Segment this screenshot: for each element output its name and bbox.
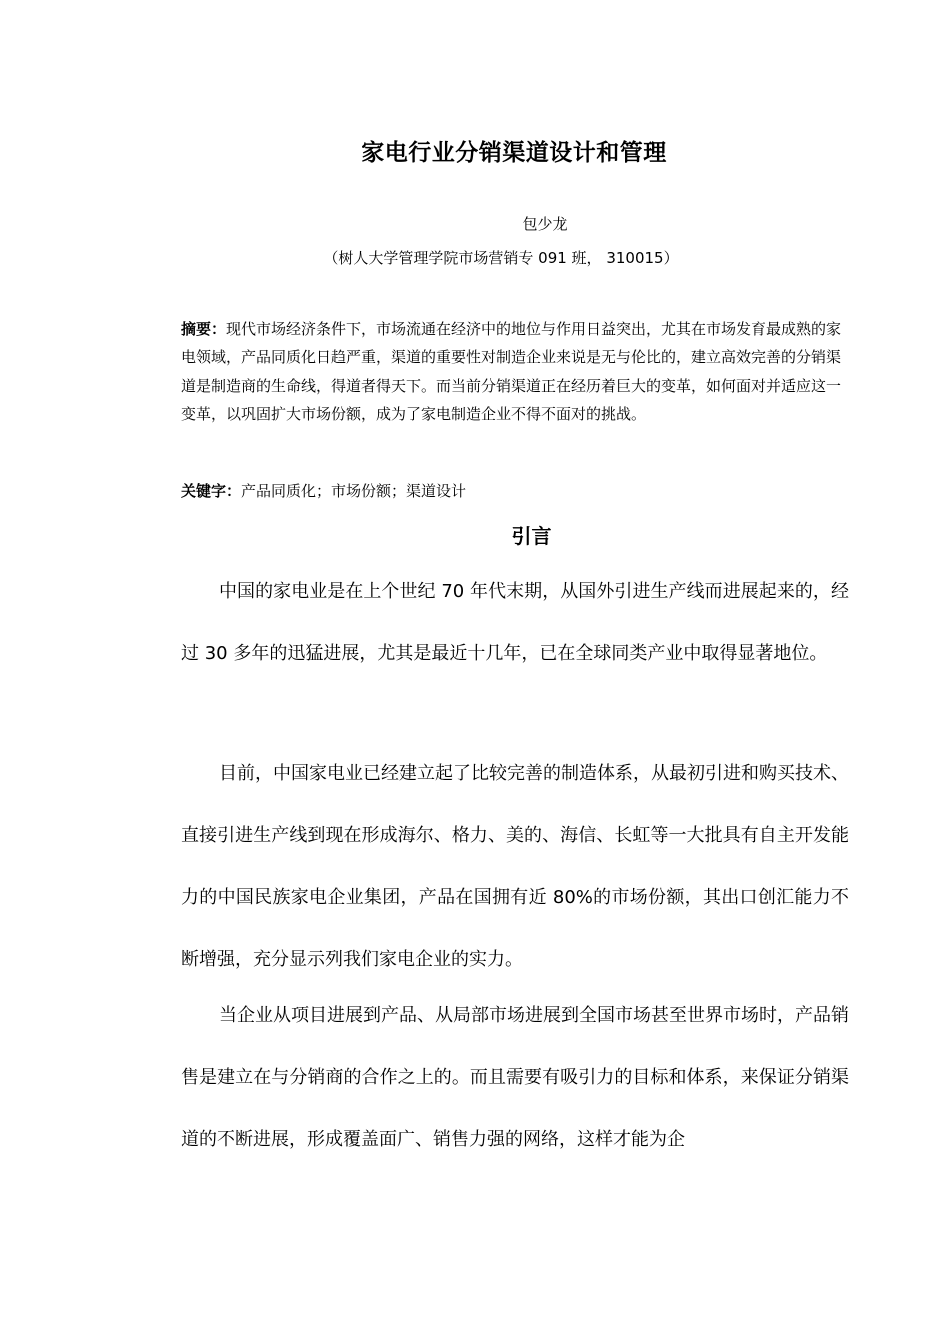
body-paragraph-1-block [181,561,849,685]
author-affiliation: （树人大学管理学院市场营销专 091 班， 310015） [323,249,679,267]
keywords-label: 关键字： [181,482,242,500]
body-paragraph: 当企业从项目进展到产品、从局部市场进展到全国市场甚至世界市场时，产品销售是建立在与分销商的合作之上的。而且需要有吸引力的目标和体系，来保证分销渠道的不断进展，形成覆盖面广、销售力强的网络，这样才能为企 [181,1005,849,1150]
abstract-label: 摘要： [181,320,227,338]
body-paragraph-2-block [181,743,849,991]
author-name: 包少龙 [522,215,568,233]
keywords-block [181,480,851,502]
body-paragraph-3-block [181,985,849,1171]
section-heading-introduction: 引言 [511,524,552,548]
paper-title: 家电行业分销渠道设计和管理 [361,140,667,166]
abstract-text: 现代市场经济条件下，市场流通在经济中的地位与作用日益突出，尤其在市场发育最成熟的家电领域，产品同质化日趋严重，渠道的重要性对制造企业来说是无与伦比的，建立高效完善的分销渠道是制造商的生命线，得道者得天下。而当前分销渠道正在经历着巨大的变革，如何面对并适应这一变革，以巩固扩大市场份额，成为了家电制造企业不得不面对的挑战。 [181,320,842,424]
abstract-block [181,315,851,429]
keywords-text: 产品同质化；市场份额；渠道设计 [241,482,467,500]
body-paragraph: 中国的家电业是在上个世纪 70 年代末期，从国外引进生产线而进展起来的，经过 30 多年的迅猛进展，尤其是最近十几年，已在全球同类产业中取得显著地位。 [181,581,849,664]
body-paragraph: 目前，中国家电业已经建立起了比较完善的制造体系，从最初引进和购买技术、直接引进生产线到现在形成海尔、格力、美的、海信、长虹等一大批具有自主开发能力的中国民族家电企业集团，产品在国拥有近 80%的市场份额，其出口创汇能力不断增强，充分显示列我们家电企业的实力。 [181,763,849,970]
